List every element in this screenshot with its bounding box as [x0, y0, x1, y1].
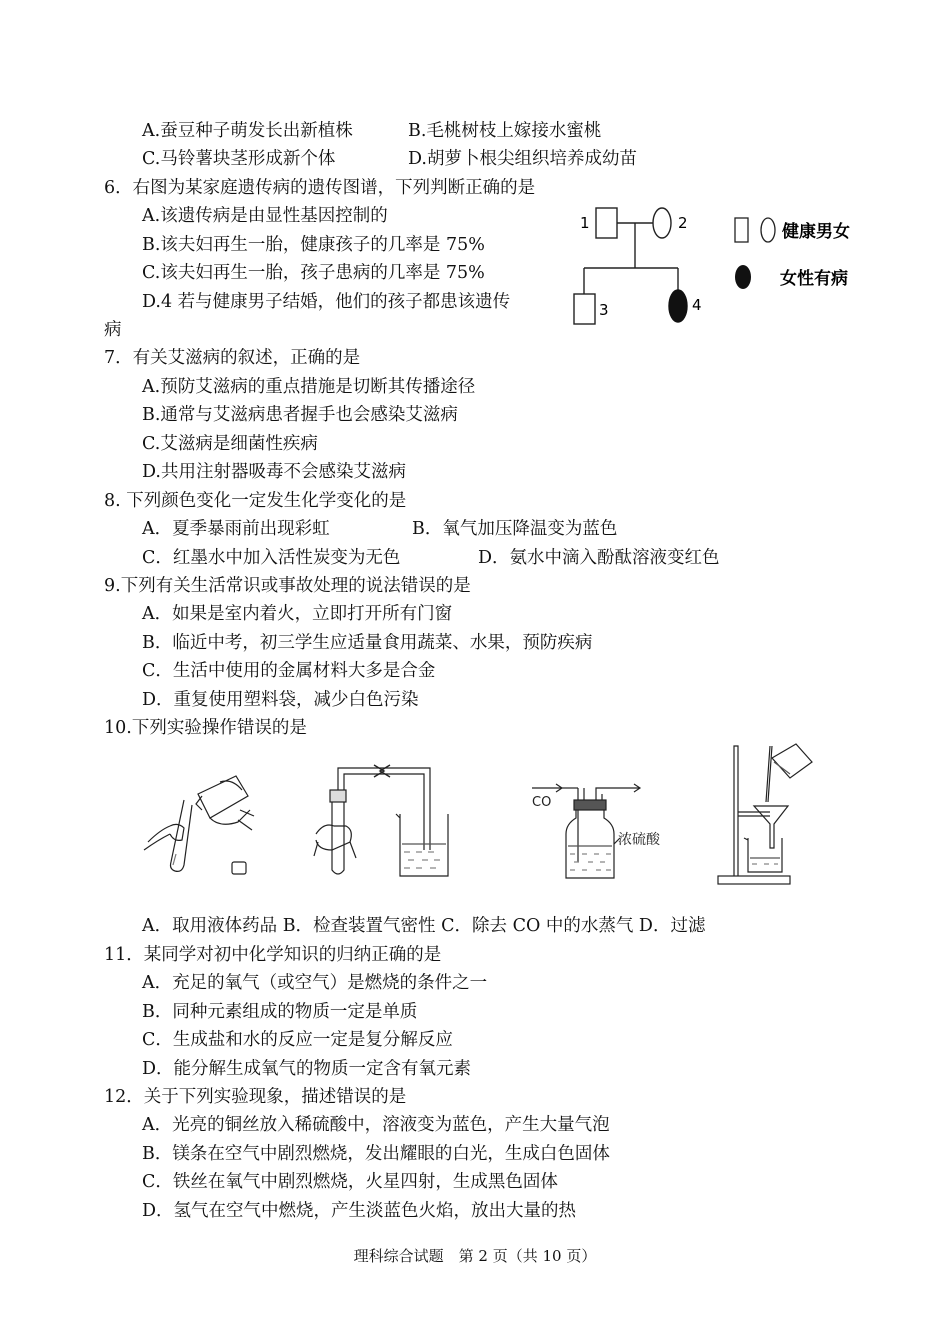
conc-sulfuric-acid-label: 浓硫酸: [618, 832, 660, 848]
q8-option-a: A．夏季暴雨前出现彩虹: [142, 519, 330, 539]
glass-rod: [766, 746, 772, 802]
pedigree-female-2: [653, 208, 671, 238]
q11-option-c: C．生成盐和水的反应一定是复分解反应: [142, 1030, 453, 1050]
q7-option-b: B.通常与艾滋病患者握手也会感染艾滋病: [142, 405, 458, 425]
q11-stem: 11．某同学对初中化学知识的归纳正确的是: [104, 945, 442, 965]
pedigree-male-1: [596, 208, 617, 238]
q5-option-d: D.胡萝卜根尖组织培养成幼苗: [408, 149, 637, 169]
pedigree-label-2: 2: [678, 214, 688, 232]
q9-option-a: A．如果是室内着火，立即打开所有门窗: [142, 604, 453, 624]
bottle-stopper: [574, 800, 606, 810]
legend-affected-female-icon: [735, 265, 751, 289]
pedigree-male-3: [574, 294, 595, 324]
pouring-beaker: [772, 744, 812, 778]
q6-option-b: B.该夫妇再生一胎，健康孩子的几率是 75%: [142, 235, 485, 255]
reagent-bottle: [198, 776, 248, 818]
q8-option-c: C．红墨水中加入活性炭变为无色: [142, 548, 401, 568]
q7-option-c: C.艾滋病是细菌性疾病: [142, 434, 318, 454]
q5-option-b: B.毛桃树枝上嫁接水蜜桃: [408, 121, 602, 141]
q12-option-b: B．镁条在空气中剧烈燃烧，发出耀眼的白光，生成白色固体: [142, 1144, 610, 1164]
bottle-stopper: [232, 862, 246, 874]
gas-inlet-arrow: [532, 784, 562, 792]
q11-option-b: B．同种元素组成的物质一定是单质: [142, 1002, 418, 1022]
q11-option-a: A．充足的氧气（或空气）是燃烧的条件之一: [142, 973, 488, 993]
pedigree-diagram: [570, 198, 870, 330]
q7-option-d: D.共用注射器吸毒不会感染艾滋病: [142, 462, 406, 482]
test-tube: [332, 800, 344, 874]
q9-option-c: C．生活中使用的金属材料大多是合金: [142, 661, 436, 681]
q5-option-a: A.蚕豆种子萌发长出新植株: [142, 121, 353, 141]
q6-option-c: C.该夫妇再生一胎，孩子患病的几率是 75%: [142, 263, 485, 283]
gas-outlet-arrow: [618, 784, 640, 792]
pedigree-label-3: 3: [599, 301, 609, 319]
beaker-collect: [744, 838, 782, 872]
funnel: [754, 806, 788, 848]
legend-affected-label: 女性有病: [780, 269, 848, 289]
iron-stand-rod: [734, 746, 738, 876]
page-footer: 理科综合试题 第 2 页（共 10 页）: [353, 1247, 597, 1265]
q6-option-d-continuation: 病: [104, 320, 122, 340]
q7-option-a: A.预防艾滋病的重点措施是切断其传播途径: [142, 377, 476, 397]
pedigree-label-4: 4: [692, 296, 702, 314]
q12-option-d: D．氢气在空气中燃烧，产生淡蓝色火焰，放出大量的热: [142, 1201, 577, 1221]
q9-stem: 9.下列有关生活常识或事故处理的说法错误的是: [104, 576, 471, 596]
figure-remove-water-vapor: [522, 774, 682, 886]
figure-airtightness-check: [312, 760, 462, 884]
q7-stem: 7．有关艾滋病的叙述，正确的是: [104, 348, 361, 368]
q11-option-d: D．能分解生成氧气的物质一定含有氧元素: [142, 1059, 472, 1079]
q6-option-d: D.4 若与健康男子结婚，他们的孩子都患该遗传: [142, 292, 511, 312]
q8-stem: 8. 下列颜色变化一定发生化学变化的是: [104, 491, 407, 511]
pedigree-label-1: 1: [580, 214, 590, 232]
q10-options: A．取用液体药品 B．检查装置气密性 C．除去 CO 中的水蒸气 D．过滤: [142, 916, 706, 936]
figure-pour-liquid: [140, 770, 260, 882]
figure-filtration: [712, 740, 816, 888]
legend-female-icon: [761, 218, 775, 242]
q12-option-a: A．光亮的铜丝放入稀硫酸中，溶液变为蓝色，产生大量气泡: [142, 1115, 610, 1135]
q10-stem: 10.下列实验操作错误的是: [104, 718, 307, 738]
legend-healthy-label: 健康男女: [782, 222, 850, 242]
q5-option-c: C.马铃薯块茎形成新个体: [142, 149, 336, 169]
q6-option-a: A.该遗传病是由显性基因控制的: [142, 206, 388, 226]
iron-stand-base: [718, 876, 790, 884]
q9-option-b: B．临近中考，初三学生应适量食用蔬菜、水果，预防疾病: [142, 633, 593, 653]
gas-wash-bottle: [566, 810, 614, 878]
co-label: CO: [532, 795, 552, 810]
legend-male-icon: [735, 218, 748, 242]
q8-option-b: B．氧气加压降温变为蓝色: [412, 519, 618, 539]
q12-option-c: C．铁丝在氧气中剧烈燃烧，火星四射，生成黑色固体: [142, 1172, 558, 1192]
beaker: [396, 814, 448, 876]
q6-stem: 6．右图为某家庭遗传病的遗传图谱，下列判断正确的是: [104, 178, 536, 198]
q12-stem: 12．关于下列实验现象，描述错误的是: [104, 1087, 407, 1107]
q9-option-d: D．重复使用塑料袋，减少白色污染: [142, 690, 419, 710]
pedigree-affected-female-4: [669, 290, 687, 322]
q8-option-d: D．氨水中滴入酚酞溶液变红色: [478, 548, 720, 568]
